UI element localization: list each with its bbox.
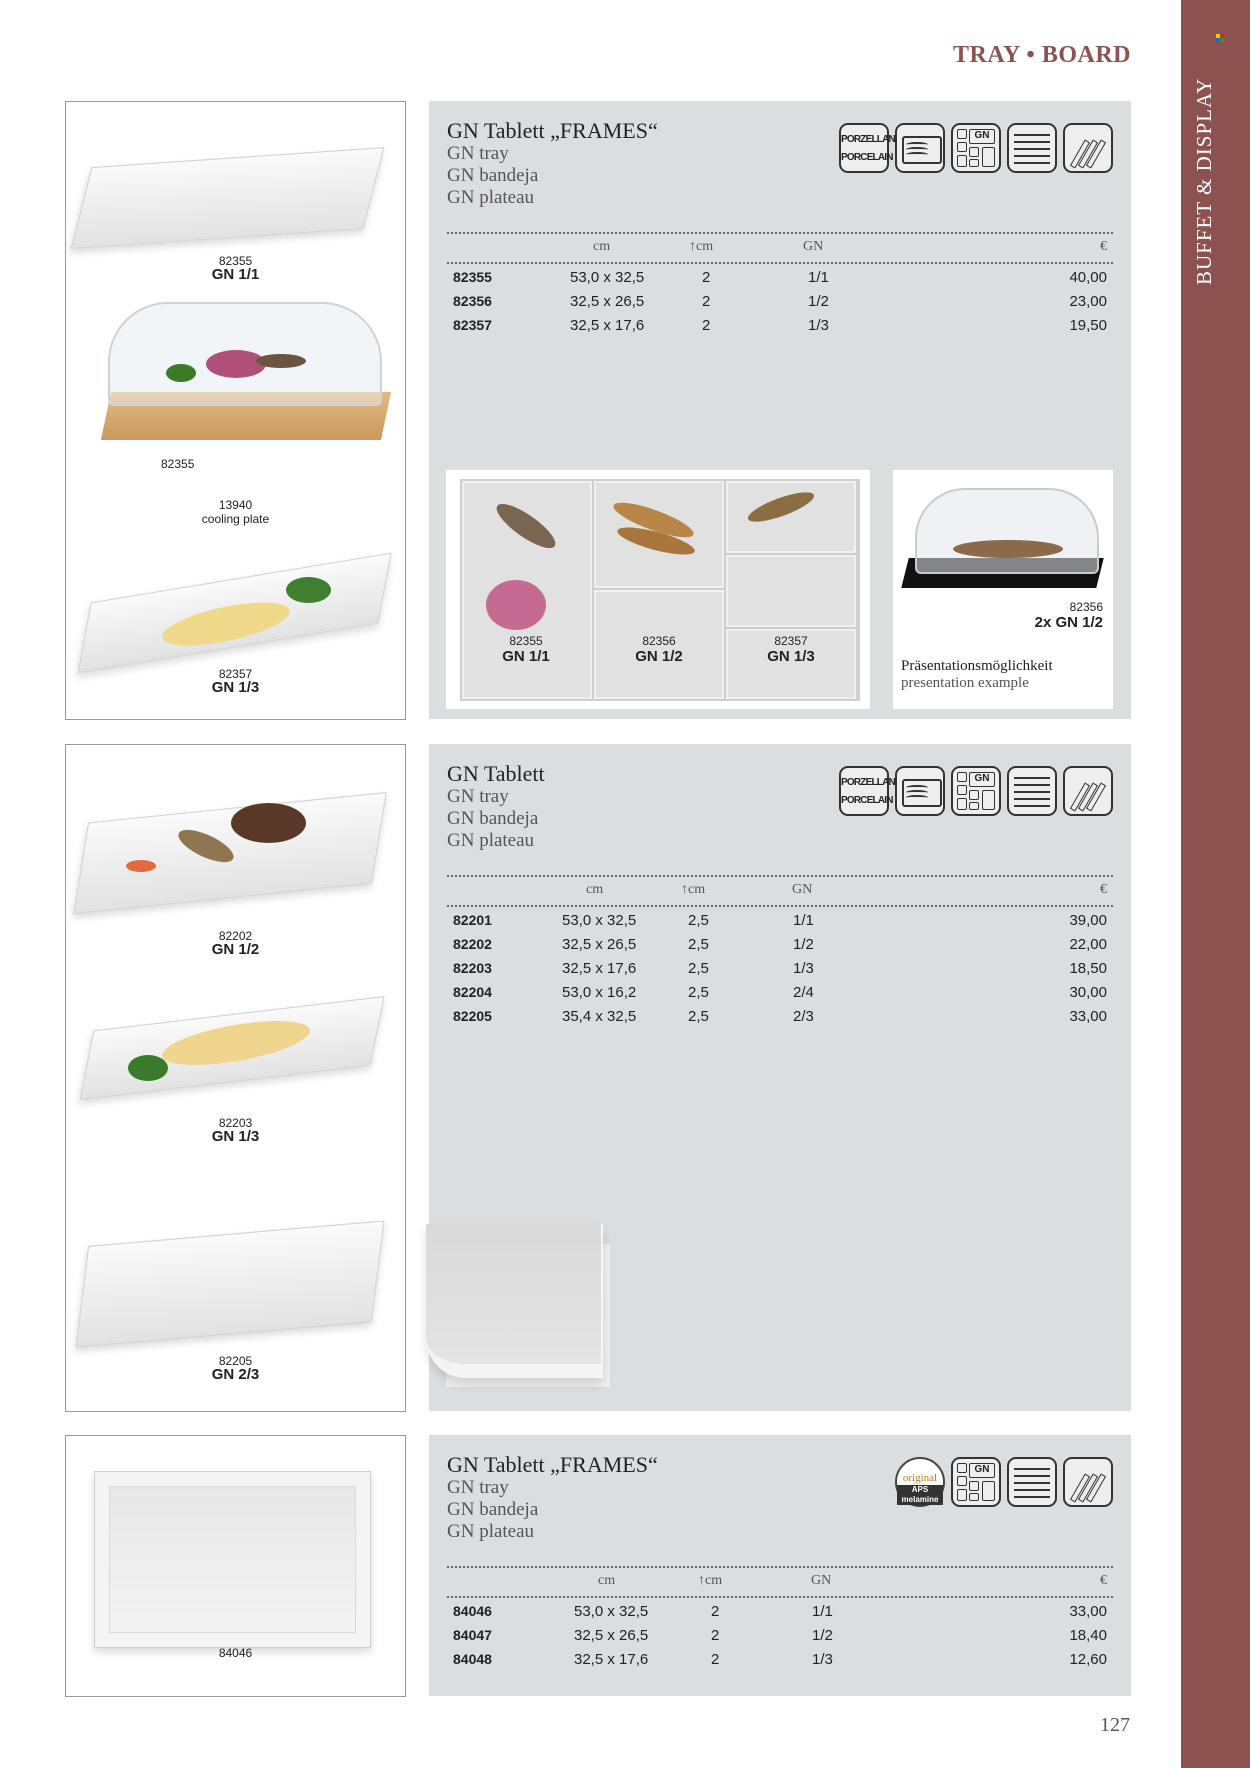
image-code: 13940 — [218, 498, 253, 512]
melamine-icon — [895, 1457, 945, 1507]
dishwasher-icon — [1063, 1457, 1113, 1507]
table-row: 84047 32,5 x 26,5 2 1/2 18,40 — [453, 1627, 1107, 1644]
image-code: 82205 — [218, 1354, 253, 1368]
table-row: 82355 53,0 x 32,5 2 1/1 40,00 — [453, 269, 1107, 286]
column-height: ↑cm — [698, 1573, 723, 1588]
image-caption — [66, 1646, 405, 1660]
product-title: GN Tablett „FRAMES“ — [447, 1452, 658, 1477]
image-label: GN 1/3 — [211, 679, 260, 696]
image-code: 82357 — [218, 667, 253, 681]
product-title: GN Tablett „FRAMES“ — [447, 118, 658, 143]
image-caption — [161, 457, 221, 471]
column-gn: GN — [803, 239, 824, 254]
product-title: GN Tablett — [447, 761, 545, 786]
column-price: € — [1100, 239, 1107, 254]
porcelain-icon-label: PORZELLAN — [841, 777, 895, 788]
feature-icons — [895, 1457, 1113, 1507]
product-subtitle: GN tray — [447, 786, 509, 807]
product-panel-1 — [429, 101, 1131, 719]
feature-icons — [839, 123, 1113, 173]
product-subtitle: GN bandeja — [447, 808, 539, 829]
microwave-icon — [895, 123, 945, 173]
food-image — [231, 803, 306, 843]
product-subtitle: GN plateau — [447, 830, 535, 851]
image-label: GN 2/3 — [211, 1366, 260, 1383]
image-label: GN 1/2 — [635, 648, 683, 665]
image-label: GN 1/3 — [211, 1128, 260, 1145]
image-caption — [66, 254, 405, 282]
table-header — [447, 1566, 1113, 1598]
food-image — [286, 577, 331, 603]
stackable-icon — [1007, 1457, 1057, 1507]
food-image — [128, 1055, 168, 1081]
example-photo — [446, 470, 870, 709]
table-row: 84046 53,0 x 32,5 2 1/1 33,00 — [453, 1603, 1107, 1620]
porcelain-icon-label: PORZELLAN — [841, 134, 895, 145]
porcelain-icon-label: PORCELAIN — [841, 795, 893, 806]
microwave-icon — [895, 766, 945, 816]
table-row: 82204 53,0 x 16,2 2,5 2/4 30,00 — [453, 984, 1107, 1001]
image-caption — [66, 929, 405, 957]
porcelain-icon — [839, 123, 895, 173]
image-label: GN 1/1 — [211, 266, 260, 283]
price-table — [447, 232, 1113, 336]
product-panel-3 — [429, 1435, 1131, 1696]
product-images-block-2 — [65, 744, 406, 1412]
image-caption — [66, 1116, 405, 1144]
image-label: GN 1/1 — [502, 648, 550, 665]
image-code: 82202 — [218, 929, 253, 943]
feature-icons — [839, 766, 1113, 816]
price-table — [447, 1566, 1113, 1670]
product-subtitle: GN bandeja — [447, 165, 539, 186]
column-height: ↑cm — [689, 239, 714, 254]
image-code: 82356 — [642, 634, 676, 648]
table-header — [447, 875, 1113, 907]
image-label: GN 1/2 — [211, 941, 260, 958]
table-row: 82202 32,5 x 26,5 2,5 1/2 22,00 — [453, 936, 1107, 953]
dishwasher-icon — [1063, 766, 1113, 816]
food-image — [256, 354, 306, 368]
gn-icon — [951, 1457, 1001, 1507]
gn-icon-label: GN — [969, 772, 995, 787]
gn-icon-label: GN — [969, 1463, 995, 1478]
column-price: € — [1100, 1573, 1107, 1588]
table-row: 82201 53,0 x 32,5 2,5 1/1 39,00 — [453, 912, 1107, 929]
food-image — [166, 364, 196, 382]
gn-icon-label: GN — [969, 129, 995, 144]
column-dim: cm — [598, 1573, 616, 1588]
dishwasher-icon — [1063, 123, 1113, 173]
product-subtitle: GN tray — [447, 143, 509, 164]
section-title: TRAY • BOARD — [953, 42, 1131, 68]
product-images-block-3 — [65, 1435, 406, 1697]
tray-image-melamine — [94, 1471, 371, 1648]
product-subtitle: GN plateau — [447, 1521, 535, 1542]
image-caption — [66, 667, 405, 695]
column-height: ↑cm — [681, 882, 706, 897]
stackable-icon — [1007, 766, 1057, 816]
stackable-icon — [1007, 123, 1057, 173]
melamine-icon-label: melamine — [901, 1495, 939, 1504]
column-dim: cm — [593, 239, 611, 254]
product-panel-2 — [429, 744, 1131, 1411]
tray-image-gn-1-1 — [71, 147, 385, 249]
gn-icon — [951, 123, 1001, 173]
image-label: GN 1/3 — [767, 648, 815, 665]
image-caption — [66, 498, 405, 526]
food-image — [126, 860, 156, 872]
column-price: € — [1100, 882, 1107, 897]
image-code: 84046 — [218, 1646, 253, 1660]
product-subtitle: GN bandeja — [447, 1499, 539, 1520]
table-header — [447, 232, 1113, 264]
melamine-icon-brand: APS — [911, 1485, 929, 1494]
tray-image-gn-2-3 — [75, 1220, 384, 1347]
image-code: 82356 — [1069, 600, 1103, 614]
table-row: 82357 32,5 x 17,6 2 1/3 19,50 — [453, 317, 1107, 334]
presentation-photo — [893, 470, 1113, 709]
column-gn: GN — [792, 882, 813, 897]
melamine-icon-label: original — [902, 1472, 938, 1484]
image-caption — [66, 1354, 405, 1382]
color-marks-icon — [1216, 34, 1225, 43]
food-image — [206, 350, 266, 378]
product-heading — [447, 762, 545, 852]
column-gn: GN — [811, 1573, 832, 1588]
product-subtitle: GN tray — [447, 1477, 509, 1498]
image-code: 82203 — [218, 1116, 253, 1130]
product-heading — [447, 119, 658, 209]
page-number: 127 — [1100, 1714, 1130, 1736]
glass-hood-image — [915, 488, 1099, 574]
image-code: 82355 — [218, 254, 253, 268]
product-heading — [447, 1453, 658, 1543]
product-subtitle: GN plateau — [447, 187, 535, 208]
table-row: 82203 32,5 x 17,6 2,5 1/3 18,50 — [453, 960, 1107, 977]
porcelain-icon-label: PORCELAIN — [841, 152, 893, 163]
column-dim: cm — [586, 882, 604, 897]
presentation-caption-de: Präsentationsmöglichkeit — [901, 658, 1053, 674]
image-code: 82357 — [774, 634, 808, 648]
porcelain-icon — [839, 766, 895, 816]
food-image — [953, 540, 1063, 558]
gn-icon — [951, 766, 1001, 816]
presentation-caption-en: presentation example — [901, 675, 1029, 691]
image-code: 82355 — [161, 457, 195, 471]
image-code: 82355 — [509, 634, 543, 648]
table-row: 82205 35,4 x 32,5 2,5 2/3 33,00 — [453, 1008, 1107, 1025]
sidebar-label: BUFFET & DISPLAY — [1192, 77, 1216, 285]
image-label: cooling plate — [201, 512, 270, 526]
price-table — [447, 875, 1113, 1027]
table-row: 84048 32,5 x 17,6 2 1/3 12,60 — [453, 1651, 1107, 1668]
table-row: 82356 32,5 x 26,5 2 1/2 23,00 — [453, 293, 1107, 310]
product-images-block-1 — [65, 101, 406, 720]
detail-photo — [446, 1244, 610, 1387]
food-image — [486, 580, 546, 630]
image-label: 2x GN 1/2 — [1034, 614, 1103, 631]
